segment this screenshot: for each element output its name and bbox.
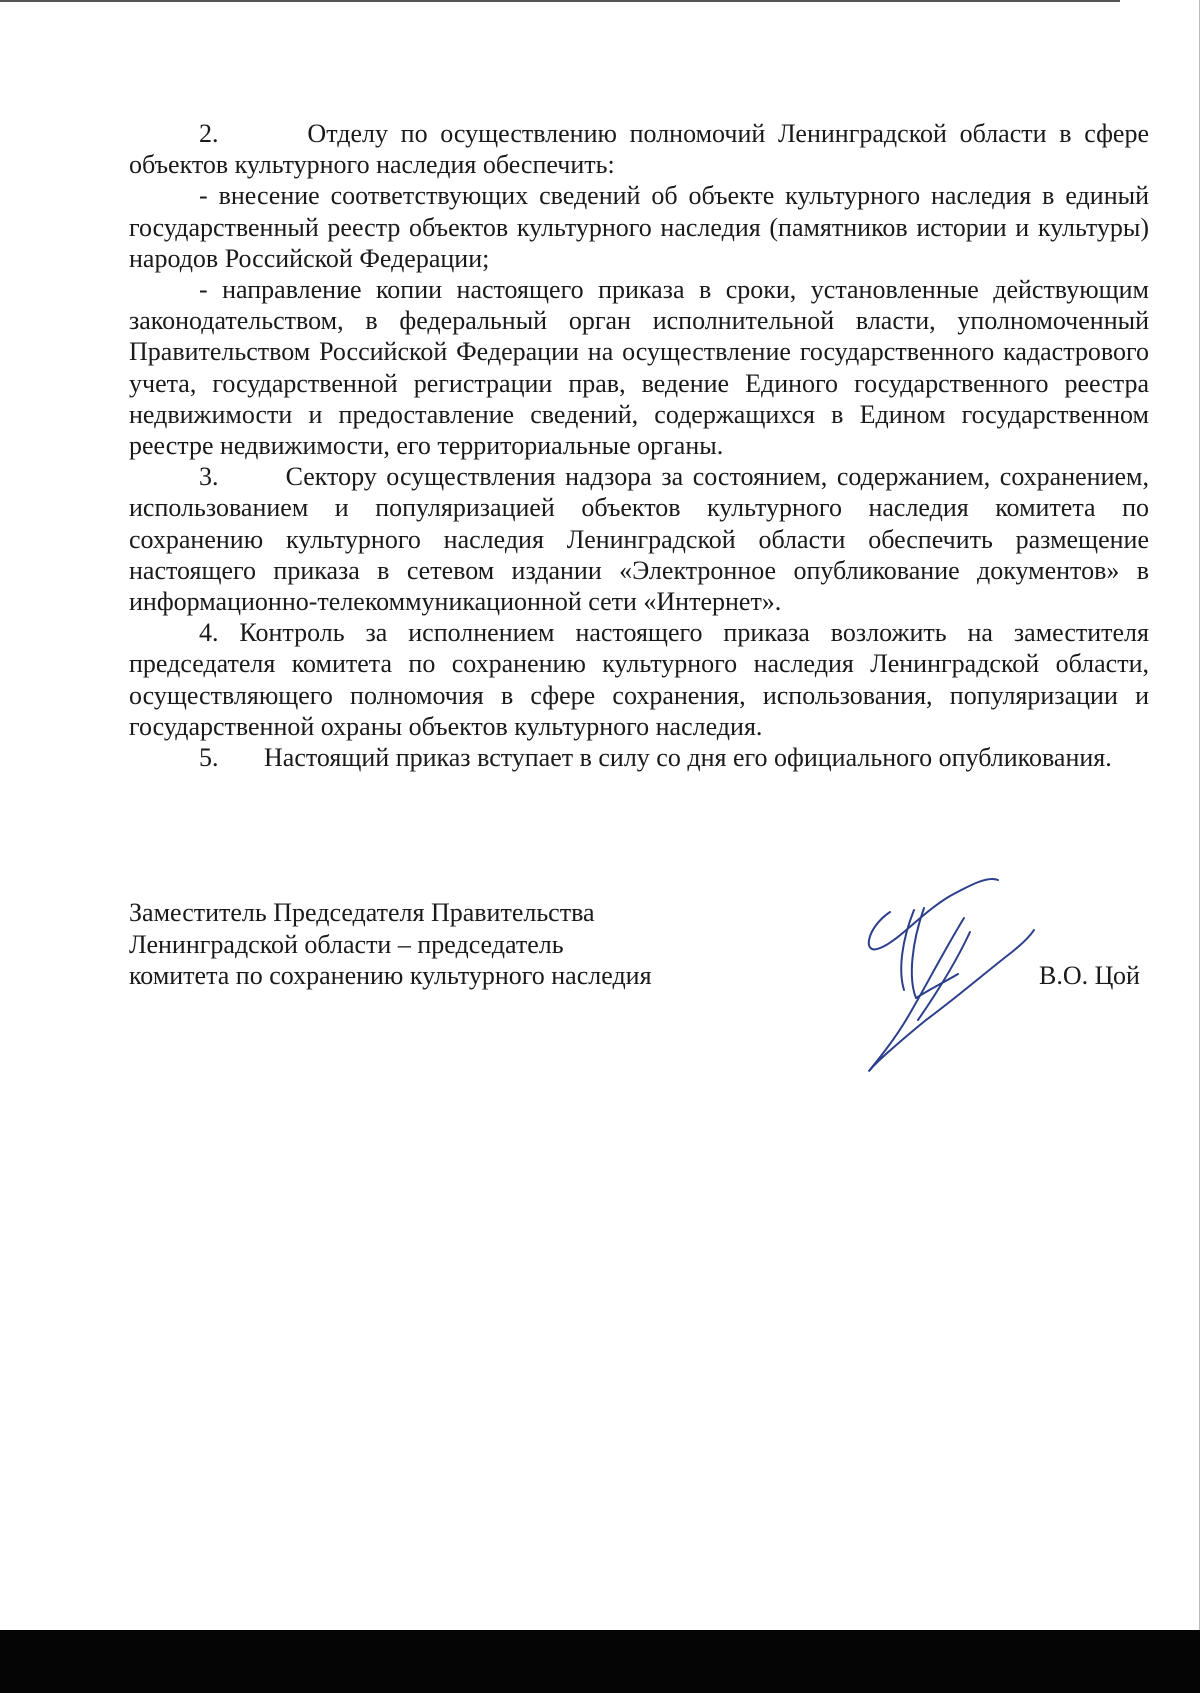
document-body: [129, 118, 1149, 773]
signatory-name: В.О. Цой: [1039, 961, 1140, 990]
paragraph-2: 2. Отделу по осуществлению полномочий Ленинградской области в сфере объектов культурного наследия обеспечить:: [129, 119, 1149, 180]
paragraph-2-item-copy: - направление копии настоящего приказа в сроки, установленные действующим законодательством, в федеральный орган исполнительной власти, уполномоченный Правительством Российской Федерации на осуществление государственного кадастрового учета, государственной регистрации прав, ведение Единого государственного реестра недвижимости и предоставление сведений, содержащихся в Едином государственном реестре недвижимости, его территориальные органы.: [129, 275, 1149, 461]
scan-top-edge: [0, 0, 1120, 2]
scan-bottom-bar: [0, 1630, 1200, 1693]
signatory-title: [129, 897, 652, 992]
handwritten-signature: [860, 870, 1040, 1080]
signatory-title-line-2: Ленинградской области – председатель: [129, 929, 564, 959]
signatory-title-line-1: Заместитель Председателя Правительства: [129, 898, 595, 927]
signatory-title-line-3: комитета по сохранению культурного наследия: [129, 961, 652, 990]
paragraph-4: 4. Контроль за исполнением настоящего приказа возложить на заместителя председателя комитета по сохранению культурного наследия Ленинградской области, осуществляющего полномочия в сфере сохранения, использования, популяризации и государственной охраны объектов культурного наследия.: [129, 618, 1149, 741]
paragraph-2-item-registry: - внесение соответствующих сведений об объекте культурного наследия в единый государственный реестр объектов культурного наследия (памятников истории и культуры) народов Российской Федерации;: [129, 181, 1149, 273]
paragraph-3: 3. Сектору осуществления надзора за состоянием, содержанием, сохранением, использованием и популяризацией объектов культурного наследия комитета по сохранению культурного наследия Ленинградской области обеспечить размещение настоящего приказа в сетевом издании «Электронное опубликование документов» в информационно-телекоммуникационной сети «Интернет».: [129, 462, 1149, 617]
paragraph-5: 5. Настоящий приказ вступает в силу со дня его официального опубликования.: [199, 743, 1112, 773]
